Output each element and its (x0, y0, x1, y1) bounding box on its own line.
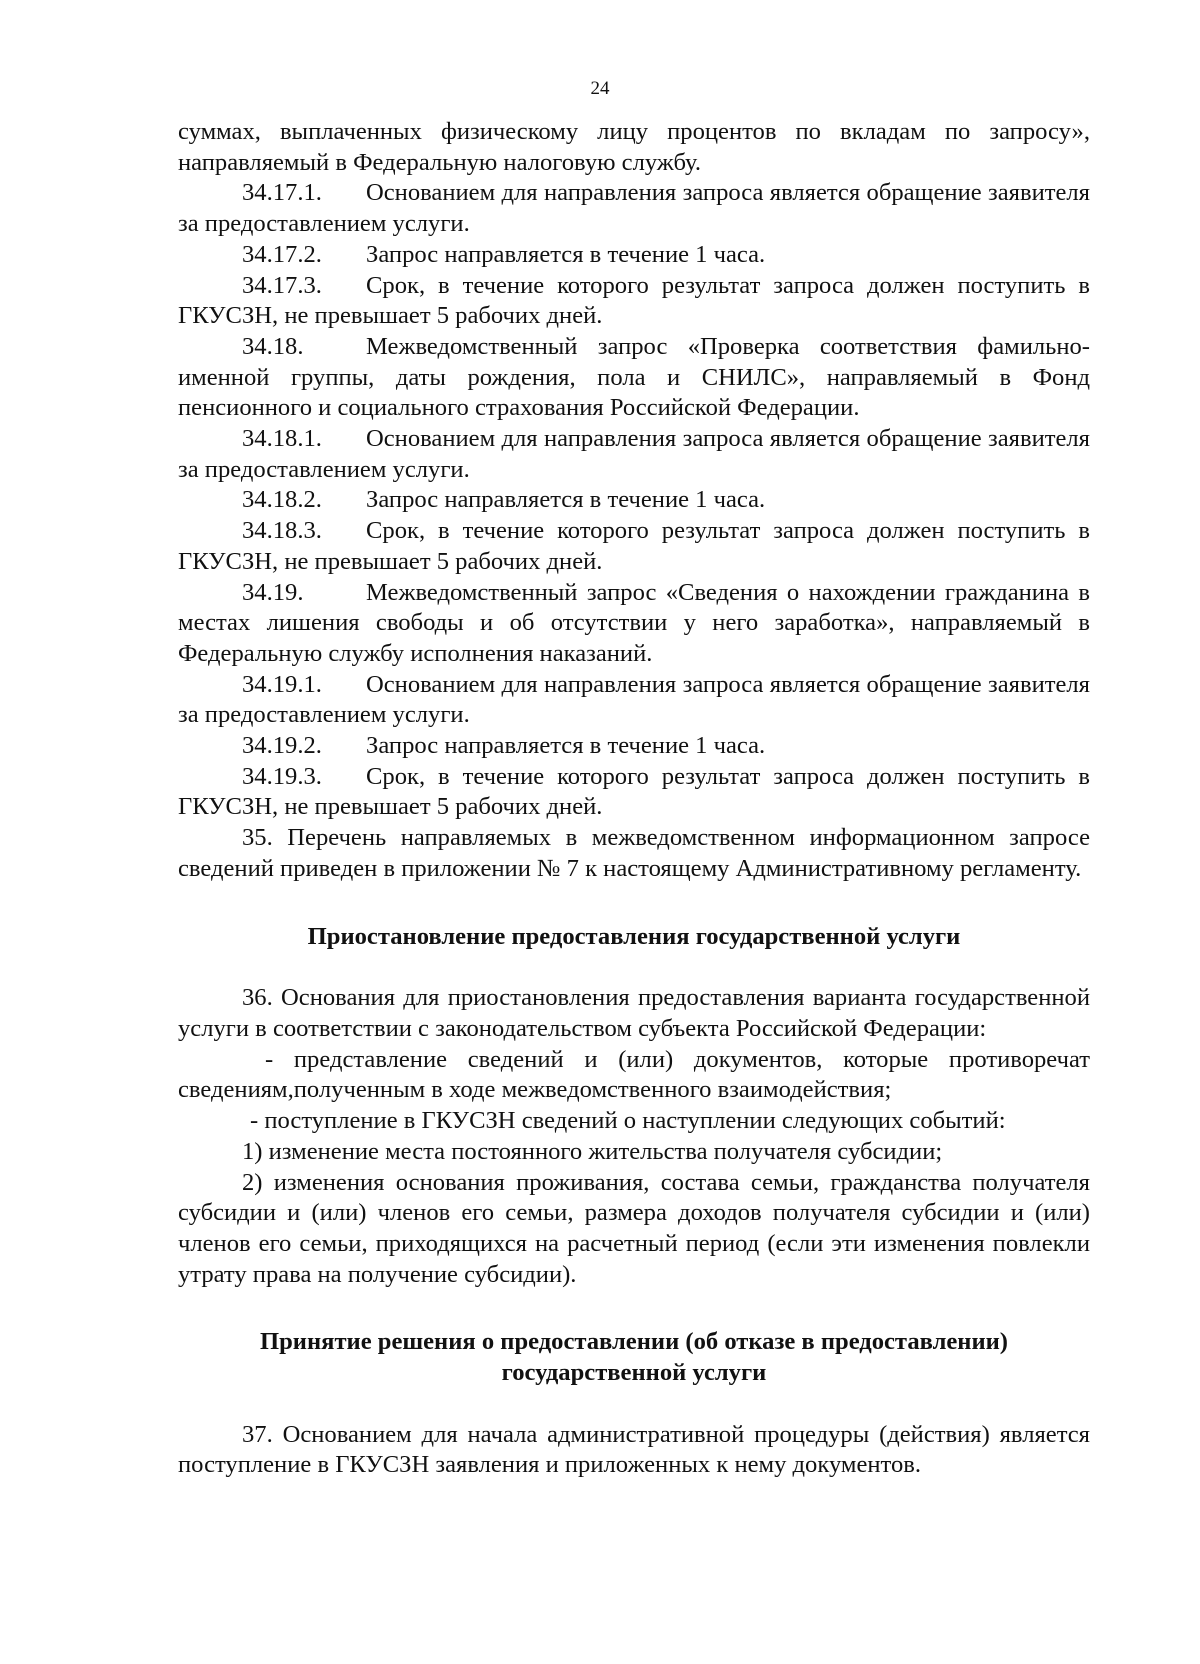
paragraph (178, 1168, 1090, 1291)
document-body (178, 117, 1090, 1481)
paragraph (178, 1137, 1090, 1168)
paragraph-number: 34.17.3. (242, 271, 322, 299)
paragraph-text: Запрос направляется в течение 1 часа. (366, 240, 766, 268)
section-paragraphs-34-35 (178, 117, 1090, 885)
section-heading-decision-line2: государственной услуги (501, 1359, 767, 1387)
paragraph (178, 762, 1090, 823)
paragraph-text: Запрос направляется в течение 1 часа. (366, 486, 766, 514)
paragraph-text: 37. Основанием для начала административной процедуры (действия) является поступление в ГКУСЗН заявления и приложенных к нему документов. (178, 1420, 1090, 1479)
paragraph (178, 731, 1090, 762)
paragraph-number: 34.19.2. (242, 732, 322, 760)
paragraph (178, 332, 1090, 424)
section-heading-decision-line1: Принятие решения о предоставлении (об отказе в предоставлении) (260, 1328, 1008, 1356)
paragraph-number: 34.19.3. (242, 762, 322, 790)
paragraph (178, 485, 1090, 516)
paragraph (178, 1045, 1090, 1106)
paragraph-text: Срок, в течение которого результат запроса должен поступить в ГКУСЗН, не превышает 5 рабочих дней. (178, 762, 1090, 821)
paragraph-text: - поступление в ГКУСЗН сведений о наступлении следующих событий: (250, 1107, 1006, 1135)
paragraph-text: Запрос направляется в течение 1 часа. (366, 732, 766, 760)
page-number: 24 (590, 78, 610, 99)
paragraph-text: Основанием для направления запроса является обращение заявителя за предоставлением услуги. (178, 179, 1090, 238)
paragraph-number: 34.19. (242, 578, 304, 606)
paragraph-text: Межведомственный запрос «Сведения о нахождении гражданина в местах лишения свободы и об отсутствии у него заработка», направляемый в Федеральную службу исполнения наказаний. (178, 578, 1090, 667)
paragraph-number: 34.18.2. (242, 486, 322, 514)
paragraph-number: 34.17.1. (242, 179, 322, 207)
paragraph (178, 424, 1090, 485)
section-paragraphs-36 (178, 983, 1090, 1290)
paragraph (178, 823, 1090, 884)
paragraph (178, 117, 1090, 178)
paragraph (178, 516, 1090, 577)
paragraph-text: Основанием для направления запроса является обращение заявителя за предоставлением услуги. (178, 425, 1090, 483)
paragraph-text: - представление сведений и (или) документов, которые противоречат сведениям,полученным в ходе межведомственного взаимодействия; (178, 1045, 1090, 1104)
paragraph-text: Межведомственный запрос «Проверка соответствия фамильно-именной группы, даты рождения, пола и СНИЛС», направляемый в Фонд пенсионного и социального страхования Российской Федерации. (178, 332, 1090, 422)
paragraph (178, 670, 1090, 731)
paragraph-text: Срок, в течение которого результат запроса должен поступить в ГКУСЗН, не превышает 5 рабочих дней. (178, 517, 1090, 575)
paragraph-number: 34.17.2. (242, 240, 322, 268)
paragraph (178, 271, 1090, 332)
paragraph (178, 1106, 1090, 1137)
paragraph-text: 1) изменение места постоянного жительства получателя субсидии; (242, 1137, 943, 1165)
paragraph-text: Срок, в течение которого результат запроса должен поступить в ГКУСЗН, не превышает 5 рабочих дней. (178, 271, 1090, 330)
paragraph-number: 34.18.1. (242, 425, 322, 453)
paragraph-text: Основанием для направления запроса является обращение заявителя за предоставлением услуги. (178, 670, 1090, 729)
paragraph-text: 2) изменения основания проживания, состава семьи, гражданства получателя субсидии и (или) членов его семьи, размера доходов получателя субсидии и (или) членов его семьи, приходящихся на расчетный период (если эти изменения повлекли утрату права на получение субсидии). (178, 1168, 1090, 1288)
section-paragraphs-37 (178, 1420, 1090, 1481)
paragraph (178, 178, 1090, 239)
paragraph (178, 578, 1090, 670)
paragraph-number: 34.18. (242, 332, 304, 360)
paragraph-number: 34.19.1. (242, 670, 322, 698)
paragraph-text: 35. Перечень направляемых в межведомственном информационном запросе сведений приведен в приложении № 7 к настоящему Административному регламенту. (178, 824, 1090, 882)
section-heading-suspension: Приостановление предоставления государственной услуги (307, 922, 961, 950)
paragraph-text: 36. Основания для приостановления предоставления варианта государственной услуги в соответствии с законодательством субъекта Российской Федерации: (178, 984, 1090, 1042)
paragraph (178, 1420, 1090, 1481)
paragraph-text: суммах, выплаченных физическому лицу процентов по вкладам по запросу», направляемый в Федеральную налоговую службу. (178, 118, 1090, 176)
paragraph (178, 240, 1090, 271)
paragraph (178, 983, 1090, 1044)
paragraph-number: 34.18.3. (242, 517, 322, 545)
